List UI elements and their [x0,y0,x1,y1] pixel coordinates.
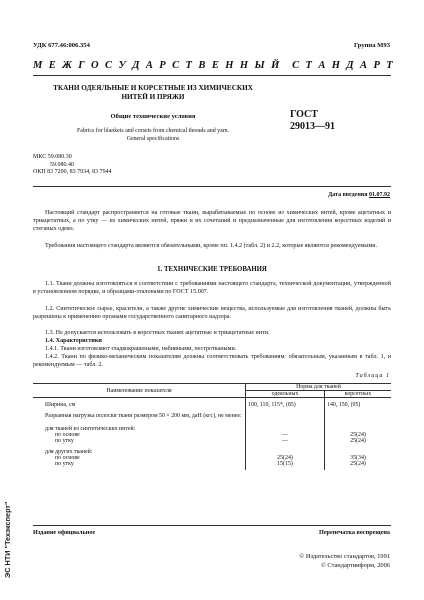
official-edition: Издание официальное [33,529,96,536]
banner-letter: Н [331,60,340,71]
row-value-col2: 25(24) [325,432,392,438]
requirements-paragraph: Требования настоящего стандарта являются обязательными, кроме пп. 1.4.2 (табл. 2) и 2.2, которые являются рекомендуемыми. [45,243,378,249]
stamp-text: ЭС НТИ "Техэксперт" [3,501,12,578]
udk-code: УДК 677.46:006.354 [33,42,90,49]
table-header-col2: корсетных [325,391,392,398]
row-value-col2 [325,408,392,421]
banner-letter: О [91,60,99,71]
gost-code: 29013—91 [290,121,335,133]
row-value-col2: 140, 150, (95) [325,398,392,409]
banner-letter: Е [48,60,56,71]
clause-1-2: 1.2. Синтетическое сырье, красители, а также другие химические вещества, используемые для изготовления тканей, должны быть разрешены к применению органами государственного санитарного надзора. [33,306,391,321]
banner-letter: Н [225,60,234,71]
banner-letter: М [33,60,43,71]
row-value-col1: 15(15) [246,461,325,470]
intro-date [328,192,390,198]
banner-letter: Й [271,60,280,71]
title-line-1: ТКАНИ ОДЕЯЛЬНЫЕ И КОРСЕТНЫЕ ИЗ ХИМИЧЕСКИХ [53,84,253,92]
scope-paragraph: Настоящий стандарт распространяется на готовые ткани, вырабатываемые по основе из химических нитей, кроме ацетатных и триацетатных, а по утку — из химических нитей, пряжи и их сочетаний и предназначенные для изготовления корсетных изделий и стеганых одеял. [33,210,391,233]
row-name: Ширина, см [45,402,76,408]
copyright-block [299,553,390,571]
banner-letter: Т [305,60,312,71]
table-row [33,421,391,432]
clause-1-4: 1.4. Характеристики [45,338,102,344]
document-subtitle: Общие технические условия [110,113,196,120]
banner-letter: Н [239,60,249,71]
table-row [33,461,391,470]
side-stamp [3,428,17,578]
row-value-col1: — [246,432,325,438]
clause-1-4-1: 1.4.1. Ткани изготовляют гладкокрашеными, набивными, пестроткаными. [45,346,237,352]
footer-rule [33,525,391,526]
row-value-col1: 25(24) [246,455,325,461]
row-value-col1: — [246,438,325,444]
banner-letter: Ж [62,60,72,71]
banner-letter: Р [159,60,166,71]
table-row [33,408,391,421]
banner-letter: А [145,60,153,71]
english-title-line-1: Fabrics for blankets and corsets from chemical threads and yarn. [76,128,230,134]
table-1 [33,383,391,470]
copyright-2: © Стандартинформ, 2006 [320,561,390,569]
row-name: по основе [55,431,80,438]
row-name: по утку [55,460,74,467]
row-value-col2: 25(24) [325,438,392,444]
header-rule [33,186,391,187]
banner-letter: Т [386,60,393,71]
row-value-col2 [325,421,392,432]
banner-letter: С [292,60,300,71]
okp-code: ОКП 83 7200, 83 7934, 83 7944 [33,169,112,175]
banner-letter: Т [185,60,192,71]
table-header-norm: Норма для тканей [246,384,392,391]
row-value-col1 [246,421,325,432]
banner-letter: А [360,60,368,71]
table-header-name: Наименование показателя [33,384,246,398]
intro-date-label: Дата введения [328,192,368,198]
row-value-col1 [246,444,325,455]
clause-1-3: 1.3. Не допускается использовать в корсетных тканях ацетатные и триацетатные нити. [45,330,270,336]
table-label: Таблица 1 [355,373,390,379]
banner-rule [33,75,391,76]
table-row [33,444,391,455]
row-value-col2 [325,444,392,455]
row-value-col1: 100, 110, 115*, (85) [246,398,325,409]
group-code: Группа М93 [353,42,390,49]
gost-label: ГОСТ [290,109,318,120]
standard-banner [33,60,393,71]
banner-letter: Е [211,60,219,71]
row-name: для тканей из синтетических нитей: [45,425,136,432]
row-value-col2: 35(34) [325,455,392,461]
table-header-col1: одеяльных [246,391,325,398]
mks-code-2: 59.080.40 [50,161,74,168]
row-name: Разрывная нагрузка полоски ткани размером 50 × 200 мм, даН (кгс), не менее: [45,413,242,419]
english-title [33,128,273,143]
row-value-col2: 25(24) [325,461,392,470]
table-row [33,398,391,409]
banner-letter: В [198,60,206,71]
intro-date-value: 01.07.92 [369,192,390,198]
row-name: по утку [55,437,74,444]
clause-1-1: 1.1. Ткани должны изготовляться в соответствии с требованиями настоящего стандарта, технической документации, утвержденной в установленном порядке, и образцами-эталонами по ГОСТ 15.007. [33,281,391,296]
banner-letter: Г [78,60,85,71]
english-title-line-2: General specifications [126,135,180,142]
copyright-1: © Издательство стандартов, 1991 [299,553,390,560]
banner-letter: У [118,60,126,71]
banner-letter: Д [132,60,140,71]
banner-letter: С [172,60,180,71]
clause-1-4-2: 1.4.2. Ткани по физико-механическим показателям должны соответствовать требованиям: обязательным, указанным в табл. 1, и рекомендуемым — табл. 2. [33,354,391,369]
banner-letter: С [105,60,113,71]
banner-letter: А [318,60,326,71]
gost-number [290,109,335,133]
mks-code-1: МКС 59.080.30 [33,154,72,160]
row-value-col1 [246,408,325,421]
document-title [33,84,273,103]
row-name: по основе [55,454,80,461]
section-heading: 1. ТЕХНИЧЕСКИЕ ТРЕБОВАНИЯ [157,266,267,273]
title-line-2: НИТЕЙ И ПРЯЖИ [121,93,185,102]
reprint-prohibited: Перепечатка воспрещена [319,529,390,536]
banner-letter: Ы [254,60,265,71]
banner-letter: Р [373,60,380,71]
classification-codes [33,154,112,177]
banner-letter: Д [346,60,354,71]
row-name: для других тканей: [45,448,93,455]
